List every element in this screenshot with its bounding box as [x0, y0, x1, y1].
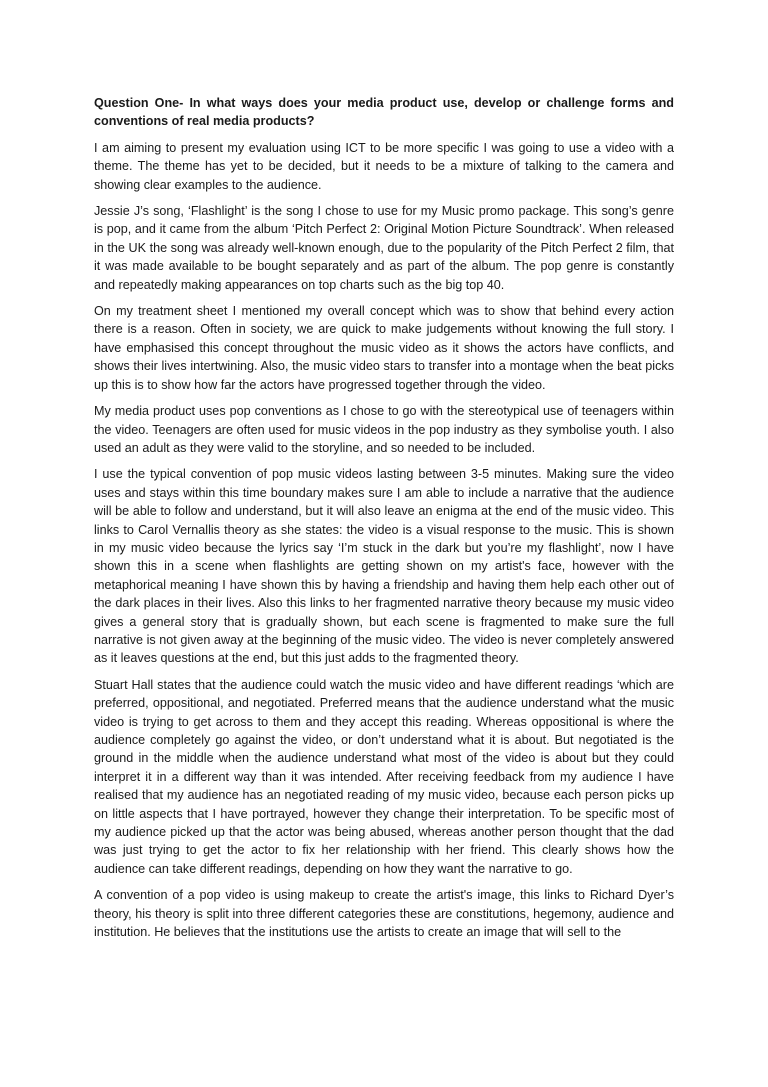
- paragraph-conventions: My media product uses pop conventions as I chose to go with the stereotypical use of teenagers within the video. Teenagers are often used for music videos in the pop industry as they symbolise youth. I also used an adult as they were valid to the storyline, and so needed to be included.: [94, 404, 674, 455]
- paragraph-richard-dyer: A convention of a pop video is using makeup to create the artist's image, this links to Richard Dyer’s theory, his theory is split into three different categories these are constitutions, hegemony, audience and institution. He believes that the institutions use the artists to create an image that will sell to the: [94, 888, 674, 940]
- paragraph-song: Jessie J’s song, ‘Flashlight’ is the song I chose to use for my Music promo package. This song’s genre is pop, and it came from the album ‘Pitch Perfect 2: Original Motion Picture Soundtrack’. When released in the UK the song was already well-known enough, due to the popularity of the Pitch Perfect 2 film, that it was made available to be bought separately and as part of the album. The pop genre is constantly and repeatedly making appearances on top charts such as the big top 40.: [94, 204, 674, 292]
- question-heading: Question One- In what ways does your media product use, develop or challenge forms and conventions of real media products?: [94, 96, 674, 129]
- paragraph-concept: On my treatment sheet I mentioned my overall concept which was to show that behind every action there is a reason. Often in society, we are quick to make judgements without knowing the full story. I have emphasised this concept throughout the music video as it shows the actors have conflicts, and shows their lives intertwining. Also, the music video stars to transfer into a montage when the beat picks up this is to show how far the actors have progressed together through the video.: [94, 304, 674, 392]
- paragraph-vernallis: I use the typical convention of pop music videos lasting between 3-5 minutes. Making sure the video uses and stays within this time boundary makes sure I am able to include a narrative that the audience will be able to follow and understand, but it will also leave an enigma at the end of the music video. This links to Carol Vernallis theory as she states: the video is a visual response to the music. This is shown in my music video because the lyrics say ‘I’m stuck in the dark but you’re my flashlight’, now I have shown this in a scene when flashlights are getting shown on my artist's face, however with the metaphorical meaning I have shown this by having a friendship and having them help each other out of the dark places in their lives. Also this links to her fragmented narrative theory because my music video gives a general story that is gradually shown, but each scene is fragmented to make sure the full narrative is not given away at the beginning of the music video. The video is never completely answered as it leaves questions at the end, but this just adds to the fragmented theory.: [94, 467, 674, 666]
- document-page: [94, 94, 674, 949]
- paragraph-stuart-hall: Stuart Hall states that the audience could watch the music video and have different readings ‘which are preferred, oppositional, and negotiated. Preferred means that the audience understand what the music video is trying to get across to them and they accept this reading. Whereas oppositional is where the audience completely go against the video, or don’t understand what it is about. But negotiated is the ground in the middle when the audience understand what most of the video is about but they could interpret it in a different way than it was intended. After receiving feedback from my audience I have realised that my audience has an negotiated reading of my music video, because each person picks up on little aspects that I have portrayed, however they change their interpretation. To be specific most of my audience picked up that the actor was being abused, whereas another person thought that the dad was just trying to get the actor to fix her relationship with her friend. This clearly shows how the audience can take different readings, depending on how they want the narrative to go.: [94, 677, 674, 876]
- paragraph-intro: I am aiming to present my evaluation using ICT to be more specific I was going to use a video with a theme. The theme has yet to be decided, but it needs to be a mixture of talking to the camera and showing clear examples to the audience.: [94, 140, 674, 192]
